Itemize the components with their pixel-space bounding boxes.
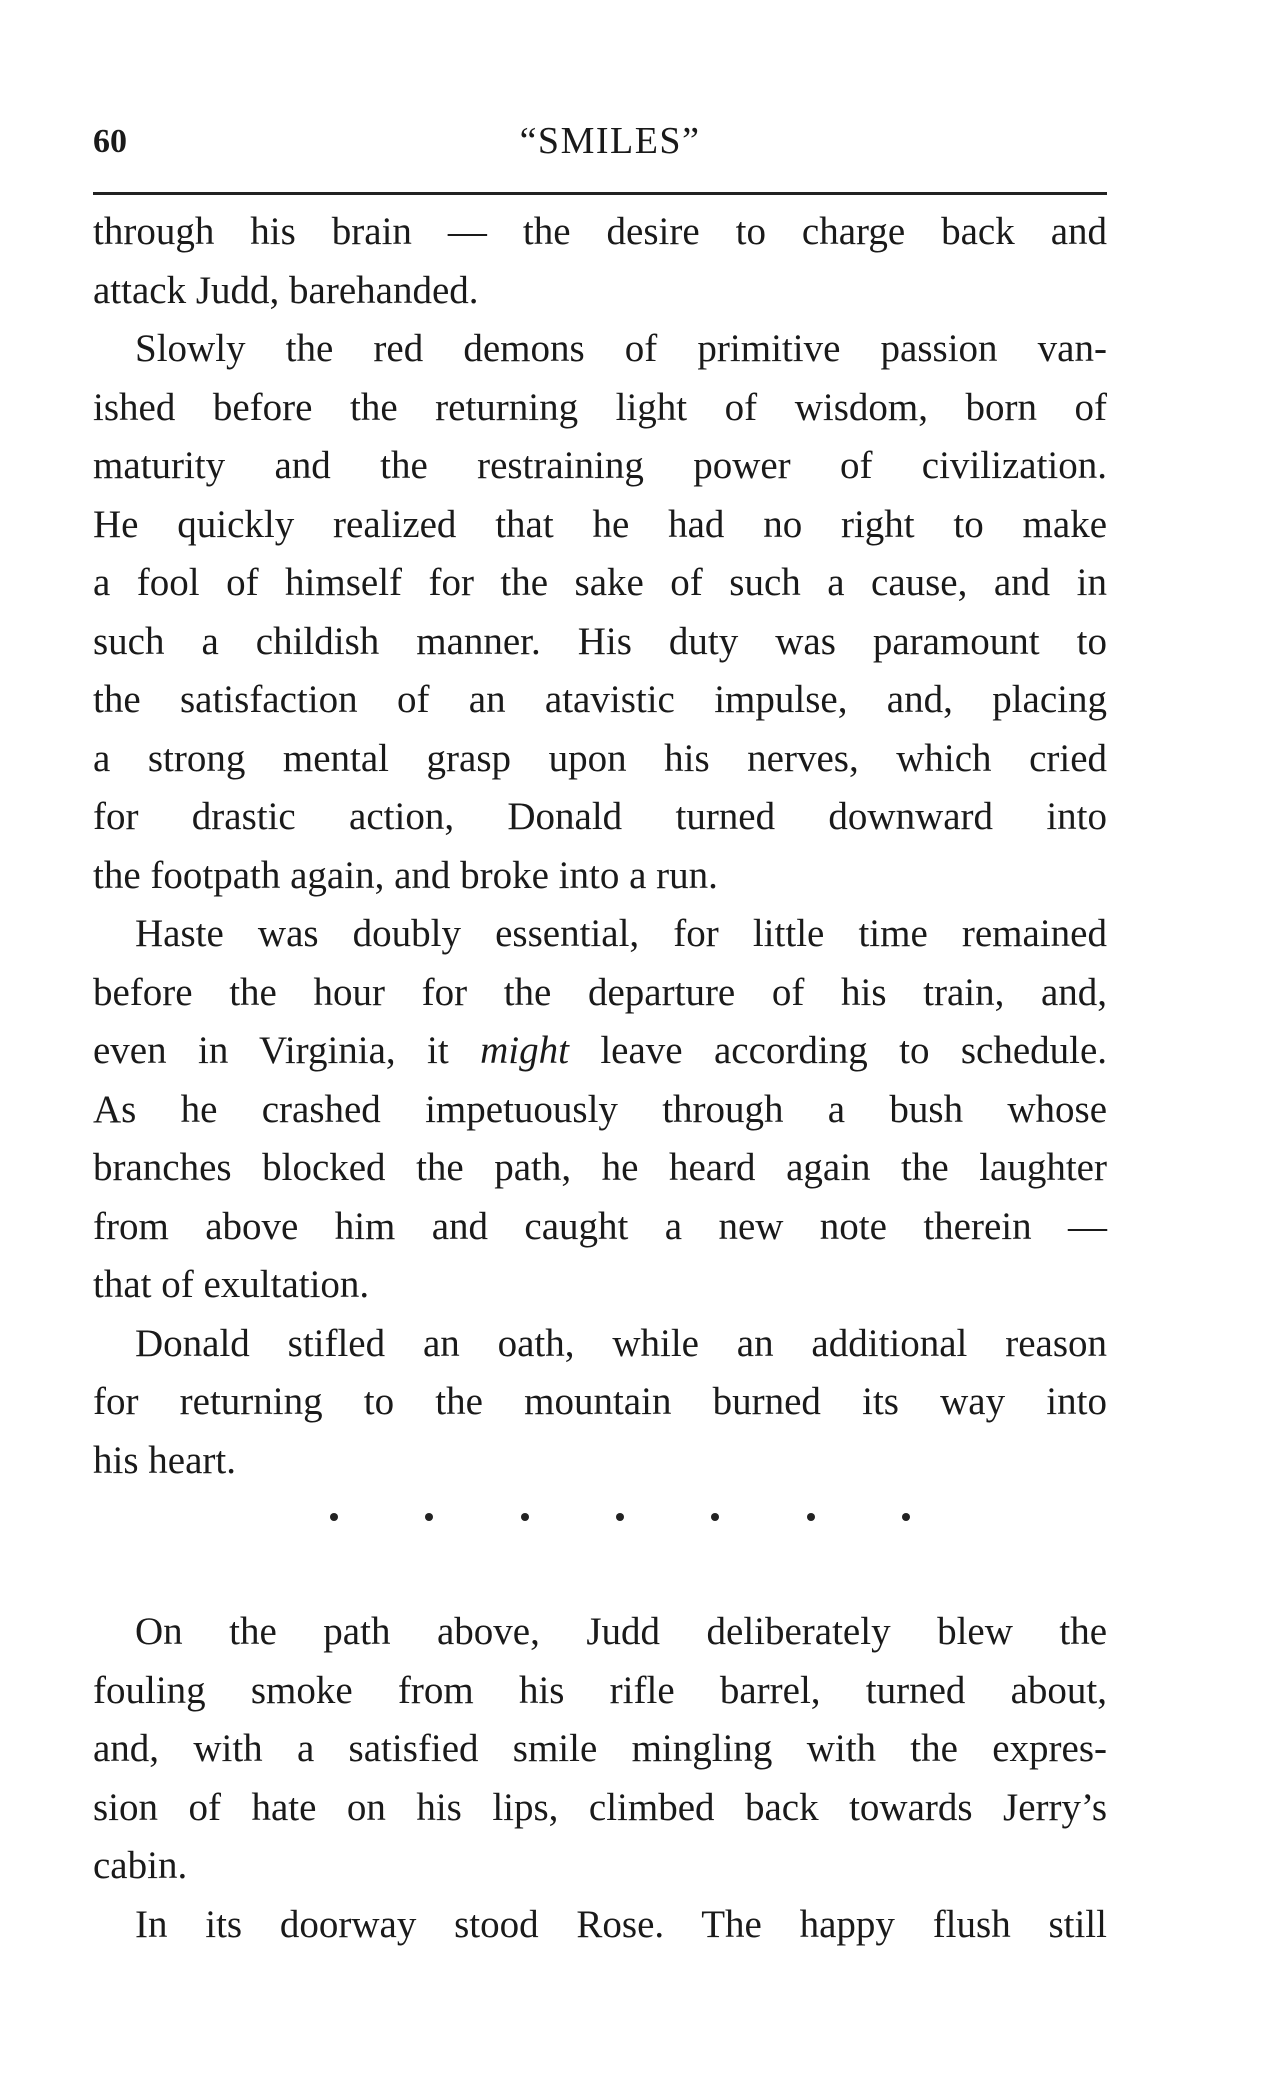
text-line: branches blocked the path, he heard again the laughter: [93, 1146, 1107, 1189]
text-run: leave according to schedule.: [568, 1029, 1108, 1072]
paragraph-1: [93, 203, 1107, 320]
section-break-dots: [330, 1513, 910, 1521]
italic-word: might: [480, 1029, 569, 1072]
text-line: fouling smoke from his rifle barrel, turned about,: [93, 1668, 1108, 1712]
text-line: Haste was doubly essential, for little time remained: [135, 912, 1107, 955]
text-line: In its doorway stood Rose. The happy flush still: [135, 1902, 1107, 1946]
paragraph-2: [93, 320, 1107, 905]
text-line: On the path above, Judd deliberately blew the: [135, 1610, 1108, 1653]
text-line: through his brain — the desire to charge back and: [93, 210, 1108, 253]
text-line: attack Judd, barehanded.: [93, 268, 479, 312]
paragraph-4: [93, 1315, 1107, 1491]
text-line: maturity and the restraining power of civilization.: [93, 444, 1107, 487]
text-line: a fool of himself for the sake of such a cause, and in: [93, 561, 1107, 604]
text-line: sion of hate on his lips, climbed back towards Jerry’s: [93, 1785, 1107, 1829]
section-break-dot: [330, 1513, 338, 1521]
text-line: cabin.: [93, 1844, 188, 1887]
section-break-dot: [616, 1513, 624, 1521]
section-break-dot: [902, 1513, 910, 1521]
paragraph-6: [93, 1896, 1107, 1955]
text-line: and, with a satisfied smile mingling with the expres-: [93, 1727, 1108, 1770]
section-break-dot: [521, 1513, 529, 1521]
text-line: his heart.: [93, 1438, 236, 1482]
text-line: that of exultation.: [93, 1263, 370, 1306]
text-line: such a childish manner. His duty was paramount to: [93, 619, 1107, 663]
paragraph-3: [93, 905, 1107, 1315]
text-line: Slowly the red demons of primitive passion van-: [135, 327, 1107, 370]
section-break-dot: [425, 1513, 433, 1521]
text-line: Donald stifled an oath, while an additional reason: [135, 1321, 1108, 1365]
text-line: for returning to the mountain burned its way into: [93, 1380, 1107, 1423]
body-text-section-2: [93, 1603, 1107, 1954]
paragraph-5: [93, 1603, 1107, 1896]
text-line: the satisfaction of an atavistic impulse, and, placing: [93, 678, 1107, 721]
text-line-with-italic: [93, 1022, 1107, 1081]
text-line: a strong mental grasp upon his nerves, which cried: [93, 736, 1108, 780]
running-title: “SMILES”: [519, 120, 701, 162]
text-line: for drastic action, Donald turned downward into: [93, 795, 1108, 838]
text-line: He quickly realized that he had no right to make: [93, 502, 1108, 546]
text-line: ished before the returning light of wisdom, born of: [93, 385, 1107, 429]
text-line: As he crashed impetuously through a bush whose: [93, 1087, 1107, 1131]
page-number: 60: [93, 123, 127, 160]
section-break-dot: [711, 1513, 719, 1521]
text-line: from above him and caught a new note therein —: [93, 1204, 1107, 1248]
section-break-dot: [807, 1513, 815, 1521]
text-run: even in Virginia, it: [93, 1029, 481, 1072]
body-text-section-1: [93, 203, 1107, 1490]
text-line: the footpath again, and broke into a run.: [93, 853, 718, 897]
header-rule: [93, 192, 1107, 195]
text-line: before the hour for the departure of his train, and,: [93, 970, 1108, 1014]
